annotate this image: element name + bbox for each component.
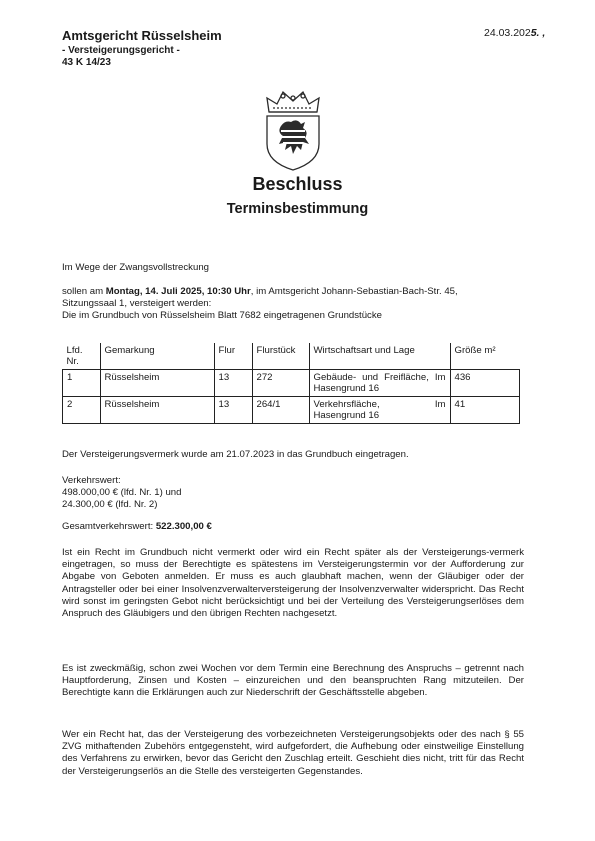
cell-flur: 13	[214, 397, 252, 424]
cell-flurstueck: 272	[252, 370, 309, 397]
paragraph-aufhebung: Wer ein Recht hat, das der Versteigerung des vorbezeichneten Versteigerungsobjekts oder des nach § 55 ZVG mithaftenden Zubehörs entgegensteht, wird aufgefordert, die Aufhebung oder einstweilige Einstellung des Verfahrens zu erwirken, bevor das Gericht den Zuschlag erteilt. Geschieht dies nicht, tritt für das Recht der Versteigerungserlös an die Stelle des versteigerten Gegenstandes.	[62, 729, 524, 777]
document-title: Beschluss	[252, 174, 343, 194]
verkehrswert-line-1: 498.000,00 € (lfd. Nr. 1) und	[62, 487, 182, 498]
date-handwritten-mark: 5. ,	[530, 27, 546, 39]
intro-text: Im Wege der Zwangsvollstreckung	[62, 262, 209, 273]
document-subtitle: Terminsbestimmung	[226, 201, 369, 217]
auction-line-1-post: , im Amtsgericht Johann-Sebastian-Bach-Str. 45,	[250, 286, 458, 297]
cell-lfd: 2	[63, 397, 101, 424]
auction-line-1	[62, 286, 458, 298]
header-flurstueck: Flurstück	[252, 343, 309, 370]
cell-flurstueck: 264/1	[252, 397, 309, 424]
auction-line-2: Sitzungssaal 1, versteigert werden:	[62, 298, 212, 309]
gesamtverkehrswert	[62, 521, 212, 533]
cell-groesse: 41	[450, 397, 520, 424]
court-department: - Versteigerungsgericht -	[62, 45, 180, 56]
auction-line-1-pre: sollen am	[62, 286, 106, 297]
date-text: 24.03.202	[484, 27, 531, 39]
vermerk-text: Der Versteigerungsvermerk wurde am 21.07.2023 in das Grundbuch eingetragen.	[62, 449, 409, 460]
table-row	[63, 370, 520, 397]
cell-wirtschaftsart: Verkehrsfläche, Im Hasengrund 16	[309, 397, 450, 424]
gesamtverkehrswert-label: Gesamtverkehrswert:	[62, 521, 156, 532]
paragraph-berechnung: Es ist zweckmäßig, schon zwei Wochen vor dem Termin eine Berechnung des Anspruchs – getrennt nach Hauptforderung, Zinsen und Kosten – einzureichen und den beanspruchten Rang mitzuteilen. Der Berechtigte kann die Erklärungen auch zur Niederschrift der Geschäftsstelle abgeben.	[62, 663, 524, 699]
table-header-row	[63, 343, 520, 370]
verkehrswert-line-2: 24.300,00 € (lfd. Nr. 2)	[62, 499, 158, 510]
header-lfd-nr: Lfd. Nr.	[63, 343, 101, 370]
case-number: 43 K 14/23	[62, 57, 111, 68]
auction-line-3: Die im Grundbuch von Rüsselsheim Blatt 7682 eingetragenen Grundstücke	[62, 310, 382, 321]
coat-of-arms-icon	[259, 88, 327, 172]
paragraph-anmeldung: Ist ein Recht im Grundbuch nicht vermerkt oder wird ein Recht später als der Versteigerungs-vermerk eingetragen, so muss der Berechtigte es spätestens im Versteigerungstermin vor der Aufforderung zur Abgabe von Geboten anmelden. Er muss es auch glaubhaft machen, wenn der Gläubiger oder der Antragsteller oder bei einer Insolvenzverwalterversteigerung der Insolvenzverwalter widerspricht. Das Recht wird sonst im geringsten Gebot nicht berücksichtigt und bei der Verteilung des Versteigerungserlöses dem Anspruch des Gläubigers und den übrigen Rechten nachgesetzt.	[62, 547, 524, 620]
cell-flur: 13	[214, 370, 252, 397]
header-gemarkung: Gemarkung	[100, 343, 214, 370]
court-name: Amtsgericht Rüsselsheim	[62, 28, 222, 43]
header-wirtschaftsart: Wirtschaftsart und Lage	[309, 343, 450, 370]
verkehrswert-label: Verkehrswert:	[62, 475, 121, 486]
cell-lfd: 1	[63, 370, 101, 397]
header-flur: Flur	[214, 343, 252, 370]
document-date	[484, 27, 545, 39]
cell-gemarkung: Rüsselsheim	[100, 397, 214, 424]
table-row	[63, 397, 520, 424]
auction-date: Montag, 14. Juli 2025, 10:30 Uhr	[105, 286, 251, 297]
header-groesse: Größe m²	[450, 343, 520, 370]
gesamtverkehrswert-value: 522.300,00 €	[155, 521, 212, 532]
cell-groesse: 436	[450, 370, 520, 397]
cell-gemarkung: Rüsselsheim	[100, 370, 214, 397]
cell-wirtschaftsart: Gebäude- und Freifläche, Im Hasengrund 16	[309, 370, 450, 397]
property-table	[62, 343, 520, 424]
